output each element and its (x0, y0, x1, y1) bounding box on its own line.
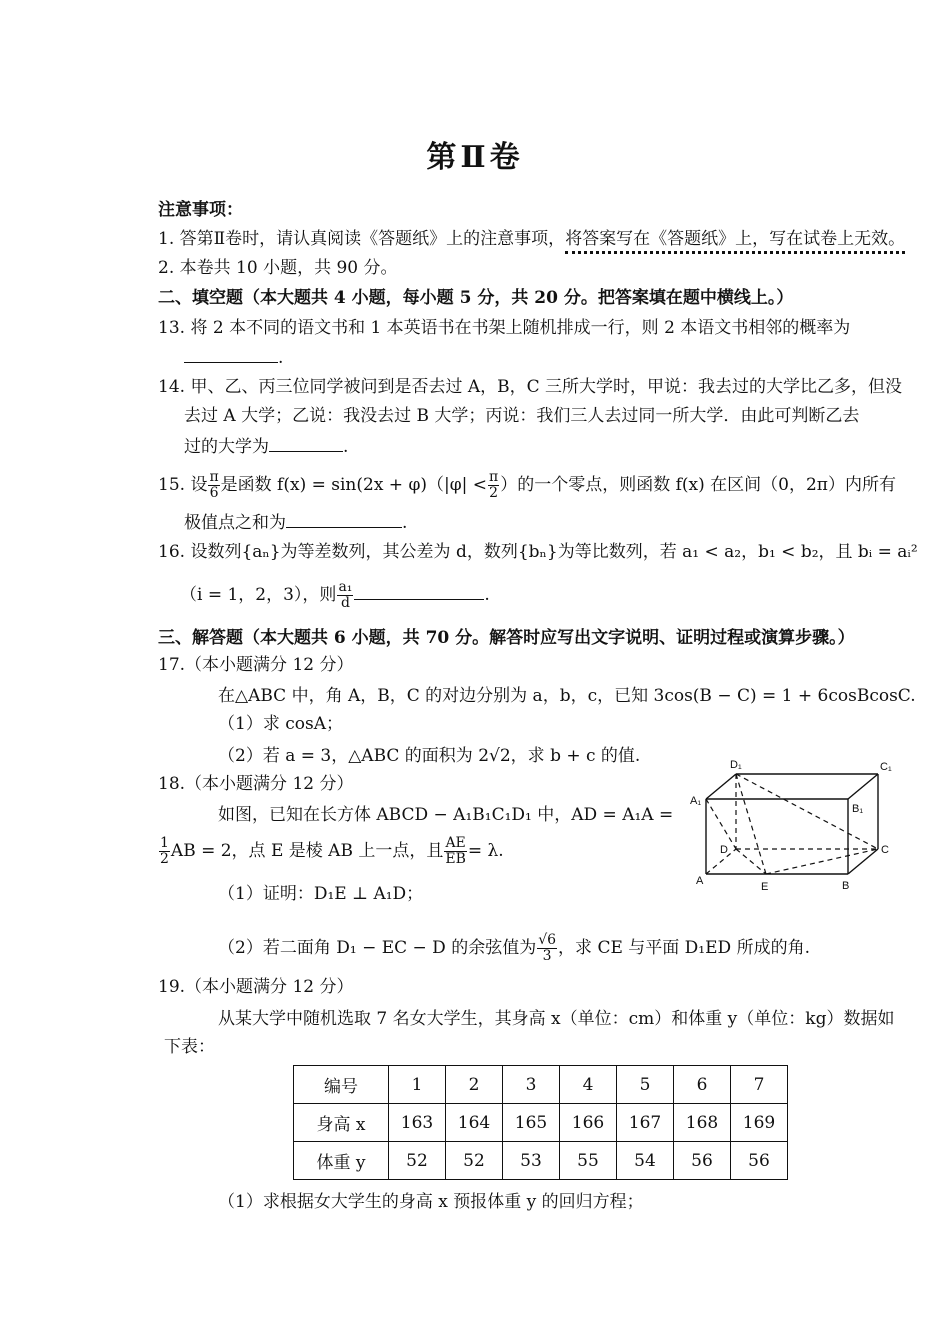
table-cell: 身高 x (294, 1104, 389, 1142)
table-row (294, 1142, 788, 1180)
table-cell: 5 (617, 1066, 674, 1104)
edge-b1-c1 (848, 774, 878, 799)
section-3-heading: 三、解答题（本大题共 6 小题，共 70 分。解答时应写出文字说明、证明过程或演算步骤。） (158, 628, 855, 648)
note-1-text: 1. 答第Ⅱ卷时，请认真阅读《答题纸》上的注意事项， (158, 229, 566, 249)
question-15-tail: . (402, 513, 408, 533)
table-cell: 1 (389, 1066, 446, 1104)
table-cell: 169 (731, 1104, 788, 1142)
table-cell: 166 (560, 1104, 617, 1142)
fraction-pi-over-2 (488, 470, 499, 501)
cuboid-figure (688, 754, 898, 900)
table-cell: 52 (389, 1142, 446, 1180)
question-16-line-1: 16. 设数列{aₙ}为等差数列，其公差为 d，数列{bₙ}为等比数列，若 a₁ < a₂，b₁ < b₂，且 bᵢ = aᵢ² (158, 542, 918, 562)
question-16-tail: . (484, 585, 490, 605)
question-15-text: 极值点之和为 (184, 513, 286, 533)
table-cell: 3 (503, 1066, 560, 1104)
question-13: 13. 将 2 本不同的语文书和 1 本英语书在书架上随机排成一行，则 2 本语文书相邻的概率为 (158, 318, 851, 338)
question-17-part-1: （1）求 cosA； (218, 714, 343, 734)
question-18-heading: 18.（本小题满分 12 分） (158, 774, 354, 794)
section-2-heading: 二、填空题（本大题共 4 小题，每小题 5 分，共 20 分。把答案填在题中横线上。） (158, 288, 794, 308)
table-cell: 54 (617, 1142, 674, 1180)
question-18-part-1: （1）证明：D₁E ⊥ A₁D； (218, 884, 424, 904)
table-cell: 6 (674, 1066, 731, 1104)
fraction-denominator: d (340, 595, 350, 611)
fraction-numerator: π (489, 469, 499, 485)
question-14-line-2: 去过 A 大学；乙说：我没去过 B 大学；丙说：我们三人去过同一所大学．由此可判断乙去 (184, 406, 860, 426)
table-cell: 53 (503, 1142, 560, 1180)
question-19-line-2: 下表： (164, 1037, 215, 1057)
table-cell: 56 (674, 1142, 731, 1180)
answer-blank[interactable] (184, 344, 278, 363)
label-d1: D₁ (730, 759, 742, 771)
q15-part-c: ）的一个零点，则函数 f(x) 在区间（0，2π）内所有 (500, 475, 896, 495)
question-15-line-2 (184, 509, 407, 535)
label-a1: A₁ (690, 795, 702, 807)
table-cell: 164 (446, 1104, 503, 1142)
fraction-denominator: 3 (542, 948, 552, 964)
question-17-stem: 在△ABC 中，角 A，B，C 的对边分别为 a，b，c，已知 3cos(B − C) = 1 + 6cosBcosC. (218, 686, 916, 706)
note-1-emphasis: 将答案写在《答题纸》上，写在试卷上无效。 (565, 229, 905, 254)
answer-blank[interactable] (269, 433, 343, 452)
label-e: E (761, 881, 769, 893)
table-cell: 7 (731, 1066, 788, 1104)
label-b: B (842, 880, 850, 892)
label-d: D (720, 844, 728, 856)
table-cell: 4 (560, 1066, 617, 1104)
note-1 (158, 227, 905, 251)
table-cell: 2 (446, 1066, 503, 1104)
question-14-line-3 (184, 433, 348, 459)
question-14-text: 过的大学为 (184, 437, 269, 457)
fraction-one-half (159, 836, 170, 867)
fraction-pi-over-6 (208, 470, 219, 501)
fraction-ae-over-eb (444, 836, 467, 867)
q18-p2-text: （2）若二面角 D₁ − EC − D 的余弦值为 (218, 938, 537, 958)
q18-part-c: = λ. (467, 841, 504, 861)
page-title: 第Ⅱ卷 (426, 140, 524, 175)
question-19-part-1: （1）求根据女大学生的身高 x 预报体重 y 的回归方程； (218, 1192, 644, 1212)
fraction-numerator: √6 (538, 932, 557, 948)
answer-blank[interactable] (286, 509, 402, 528)
q18-p2-tail: ，求 CE 与平面 D₁ED 所成的角. (558, 938, 810, 958)
table-cell: 体重 y (294, 1142, 389, 1180)
q18-part-b: AB = 2，点 E 是棱 AB 上一点，且 (170, 841, 444, 861)
table-cell: 编号 (294, 1066, 389, 1104)
segment-d1-e (736, 774, 766, 874)
segment-a1-d (706, 799, 736, 849)
fraction-numerator: a₁ (338, 579, 353, 595)
question-19-line-1: 从某大学中随机选取 7 名女大学生，其身高 x（单位：cm）和体重 y（单位：kg）数据如 (218, 1009, 895, 1029)
label-a: A (696, 875, 704, 887)
question-17-heading: 17.（本小题满分 12 分） (158, 655, 354, 675)
question-19-heading: 19.（本小题满分 12 分） (158, 977, 354, 997)
height-weight-table (293, 1065, 788, 1180)
fraction-numerator: AE (445, 835, 466, 851)
question-14-line-1: 14. 甲、乙、丙三位同学被问到是否去过 A，B，C 三所大学时，甲说：我去过的大学比乙多，但没 (158, 377, 903, 397)
answer-blank[interactable] (354, 581, 484, 600)
question-15-line-1 (158, 470, 896, 501)
question-18-part-2 (218, 933, 810, 964)
label-b1: B₁ (852, 803, 864, 815)
edge-a1-d1 (706, 774, 736, 799)
question-13-tail: . (278, 348, 284, 368)
table-cell: 165 (503, 1104, 560, 1142)
fraction-sqrt6-over-3 (537, 933, 557, 964)
label-c: C (881, 844, 889, 856)
q15-part-b: 是函数 f(x) = sin(2x + φ)（|φ| < (220, 475, 487, 495)
fraction-numerator: 1 (160, 835, 169, 851)
table-cell: 55 (560, 1142, 617, 1180)
table-cell: 52 (446, 1142, 503, 1180)
table-cell: 163 (389, 1104, 446, 1142)
question-18-line-1: 如图，已知在长方体 ABCD − A₁B₁C₁D₁ 中，AD = A₁A = (218, 805, 674, 825)
table-cell: 56 (731, 1142, 788, 1180)
table-cell: 168 (674, 1104, 731, 1142)
table-row (294, 1104, 788, 1142)
question-14-tail: . (343, 437, 349, 457)
question-18-line-2 (158, 836, 504, 867)
fraction-denominator: EB (445, 851, 466, 867)
fraction-denominator: 2 (489, 485, 499, 501)
fraction-numerator: π (209, 469, 219, 485)
question-17-part-2: （2）若 a = 3，△ABC 的面积为 2√2，求 b + c 的值. (218, 746, 641, 766)
notes-heading: 注意事项： (158, 200, 243, 220)
segment-e-c (766, 849, 878, 874)
question-16-text: （i = 1，2，3），则 (180, 585, 337, 605)
label-c1: C₁ (880, 761, 892, 773)
question-16-line-2 (180, 580, 490, 611)
q15-part-a: 15. 设 (158, 475, 208, 495)
table-row (294, 1066, 788, 1104)
fraction-denominator: 6 (209, 485, 219, 501)
segment-d-e (736, 849, 766, 874)
fraction-denominator: 2 (160, 851, 169, 867)
fraction-a1-over-d (337, 580, 353, 611)
table-cell: 167 (617, 1104, 674, 1142)
question-13-answer (184, 344, 283, 370)
note-2: 2. 本卷共 10 小题，共 90 分。 (158, 258, 398, 278)
